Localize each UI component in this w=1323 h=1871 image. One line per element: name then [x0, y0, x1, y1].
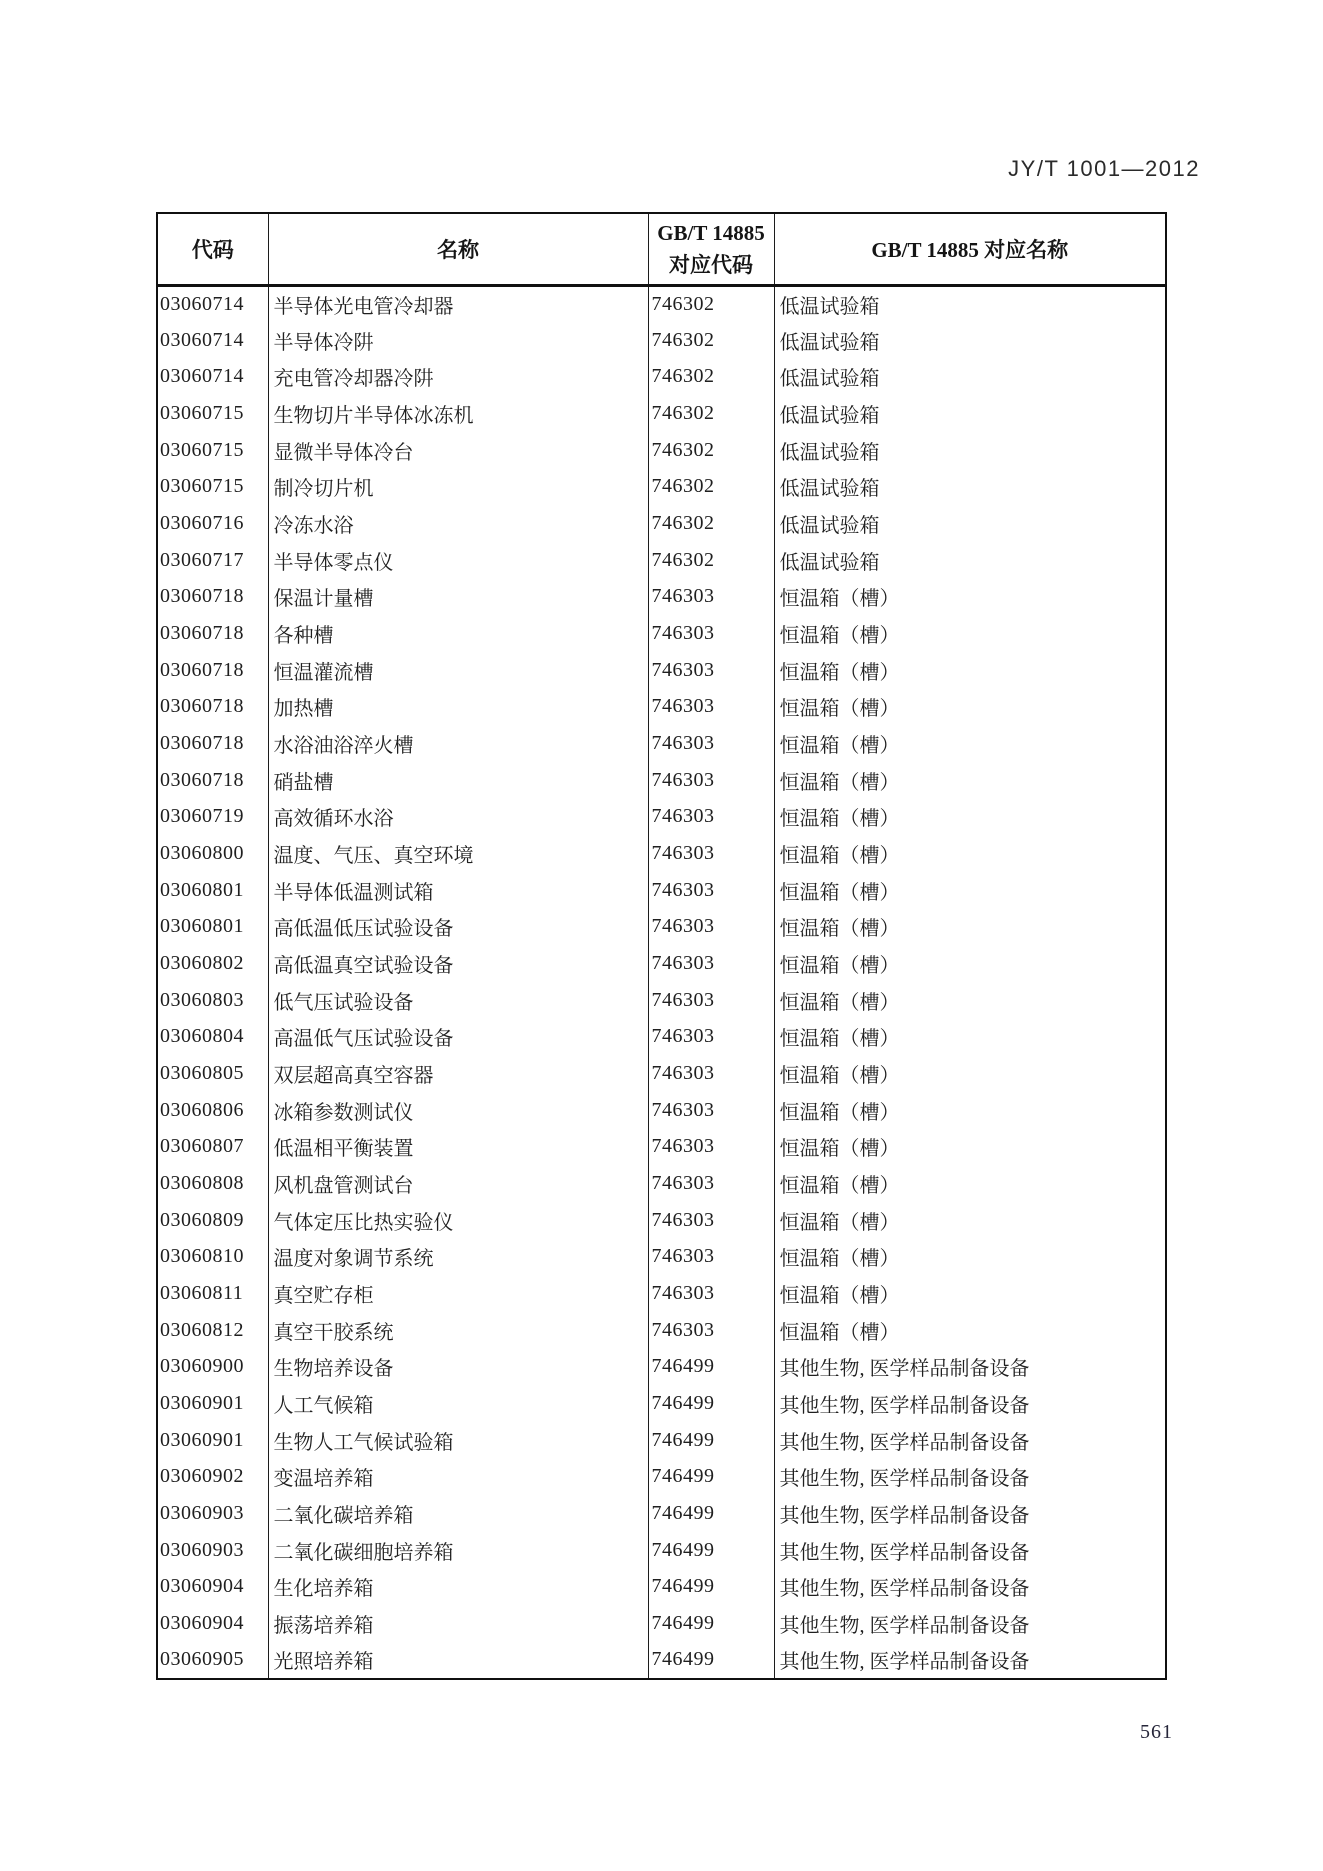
cell-gbt-code: 746499	[648, 1348, 774, 1385]
cell-gbt-name: 低温试验箱	[774, 432, 1166, 469]
cell-gbt-code: 746303	[648, 1055, 774, 1092]
cell-gbt-code: 746303	[648, 908, 774, 945]
cell-gbt-code: 746303	[648, 1018, 774, 1055]
cell-gbt-code: 746303	[648, 835, 774, 872]
cell-name: 制冷切片机	[268, 468, 648, 505]
cell-gbt-code: 746303	[648, 945, 774, 982]
cell-code: 03060714	[157, 358, 268, 395]
cell-name: 真空干胶系统	[268, 1312, 648, 1349]
cell-gbt-code: 746303	[648, 652, 774, 689]
cell-code: 03060810	[157, 1238, 268, 1275]
cell-name: 温度、气压、真空环境	[268, 835, 648, 872]
cell-name: 各种槽	[268, 615, 648, 652]
cell-gbt-name: 恒温箱（槽）	[774, 1165, 1166, 1202]
cell-gbt-code: 746303	[648, 1165, 774, 1202]
table-row	[157, 432, 1166, 469]
cell-name: 二氧化碳培养箱	[268, 1495, 648, 1532]
cell-name: 生化培养箱	[268, 1569, 648, 1606]
cell-gbt-name: 低温试验箱	[774, 285, 1166, 322]
cell-name: 人工气候箱	[268, 1385, 648, 1422]
cell-gbt-name: 恒温箱（槽）	[774, 982, 1166, 1019]
table-row	[157, 945, 1166, 982]
table-row	[157, 1018, 1166, 1055]
cell-code: 03060806	[157, 1092, 268, 1129]
cell-name: 高低温真空试验设备	[268, 945, 648, 982]
table-row	[157, 1385, 1166, 1422]
table-header-row	[157, 213, 1166, 285]
cell-code: 03060718	[157, 578, 268, 615]
cell-name: 双层超高真空容器	[268, 1055, 648, 1092]
table-row	[157, 652, 1166, 689]
cell-gbt-name: 恒温箱（槽）	[774, 1202, 1166, 1239]
cell-code: 03060811	[157, 1275, 268, 1312]
table-row	[157, 505, 1166, 542]
table-row	[157, 1532, 1166, 1569]
cell-code: 03060805	[157, 1055, 268, 1092]
cell-code: 03060718	[157, 615, 268, 652]
cell-gbt-name: 其他生物, 医学样品制备设备	[774, 1642, 1166, 1679]
cell-code: 03060808	[157, 1165, 268, 1202]
cell-gbt-code: 746499	[648, 1422, 774, 1459]
cell-gbt-name: 恒温箱（槽）	[774, 652, 1166, 689]
cell-code: 03060715	[157, 395, 268, 432]
cell-gbt-code: 746302	[648, 432, 774, 469]
cell-code: 03060800	[157, 835, 268, 872]
table-row	[157, 1348, 1166, 1385]
cell-gbt-name: 恒温箱（槽）	[774, 1275, 1166, 1312]
cell-gbt-name: 恒温箱（槽）	[774, 1238, 1166, 1275]
cell-gbt-name: 恒温箱（槽）	[774, 615, 1166, 652]
cell-gbt-code: 746303	[648, 1092, 774, 1129]
table-row	[157, 615, 1166, 652]
cell-gbt-code: 746302	[648, 395, 774, 432]
cell-gbt-name: 恒温箱（槽）	[774, 945, 1166, 982]
cell-gbt-code: 746499	[648, 1495, 774, 1532]
table-row	[157, 1092, 1166, 1129]
cell-gbt-name: 恒温箱（槽）	[774, 908, 1166, 945]
table-row	[157, 1275, 1166, 1312]
cell-code: 03060714	[157, 322, 268, 359]
cell-name: 振荡培养箱	[268, 1605, 648, 1642]
cell-gbt-code: 746303	[648, 1238, 774, 1275]
cell-gbt-name: 恒温箱（槽）	[774, 1055, 1166, 1092]
table-row	[157, 1312, 1166, 1349]
cell-name: 光照培养箱	[268, 1642, 648, 1679]
cell-gbt-name: 其他生物, 医学样品制备设备	[774, 1422, 1166, 1459]
table-row	[157, 542, 1166, 579]
cell-code: 03060718	[157, 652, 268, 689]
cell-code: 03060718	[157, 688, 268, 725]
cell-gbt-code: 746303	[648, 578, 774, 615]
page-number: 561	[1140, 1721, 1173, 1743]
table-row	[157, 1165, 1166, 1202]
cell-name: 冰箱参数测试仪	[268, 1092, 648, 1129]
cell-code: 03060809	[157, 1202, 268, 1239]
cell-code: 03060719	[157, 798, 268, 835]
table-row	[157, 395, 1166, 432]
equipment-code-table	[156, 212, 1167, 1680]
cell-gbt-name: 低温试验箱	[774, 505, 1166, 542]
cell-gbt-name: 恒温箱（槽）	[774, 1128, 1166, 1165]
cell-name: 温度对象调节系统	[268, 1238, 648, 1275]
cell-gbt-name: 低温试验箱	[774, 395, 1166, 432]
cell-name: 冷冻水浴	[268, 505, 648, 542]
cell-gbt-code: 746303	[648, 615, 774, 652]
cell-gbt-code: 746303	[648, 1312, 774, 1349]
cell-code: 03060905	[157, 1642, 268, 1679]
cell-name: 加热槽	[268, 688, 648, 725]
table-row	[157, 688, 1166, 725]
table-row	[157, 1605, 1166, 1642]
header-gbt-code-line2: 对应代码	[669, 252, 753, 277]
cell-gbt-code: 746499	[648, 1569, 774, 1606]
cell-code: 03060718	[157, 725, 268, 762]
cell-gbt-code: 746302	[648, 505, 774, 542]
table-row	[157, 872, 1166, 909]
cell-gbt-code: 746303	[648, 1275, 774, 1312]
table-row	[157, 1202, 1166, 1239]
cell-code: 03060718	[157, 762, 268, 799]
header-name: 名称	[268, 213, 648, 285]
cell-gbt-name: 恒温箱（槽）	[774, 688, 1166, 725]
cell-name: 风机盘管测试台	[268, 1165, 648, 1202]
table-row	[157, 1238, 1166, 1275]
table-row	[157, 835, 1166, 872]
cell-name: 半导体冷阱	[268, 322, 648, 359]
cell-code: 03060801	[157, 872, 268, 909]
cell-gbt-name: 恒温箱（槽）	[774, 872, 1166, 909]
cell-name: 变温培养箱	[268, 1459, 648, 1496]
table-row	[157, 1128, 1166, 1165]
header-code: 代码	[157, 213, 268, 285]
cell-gbt-name: 恒温箱（槽）	[774, 835, 1166, 872]
table-row	[157, 982, 1166, 1019]
cell-gbt-code: 746302	[648, 358, 774, 395]
cell-gbt-name: 其他生物, 医学样品制备设备	[774, 1348, 1166, 1385]
cell-code: 03060802	[157, 945, 268, 982]
cell-name: 高效循环水浴	[268, 798, 648, 835]
header-gbt-code	[648, 213, 774, 285]
cell-gbt-name: 低温试验箱	[774, 468, 1166, 505]
cell-code: 03060812	[157, 1312, 268, 1349]
table-row	[157, 358, 1166, 395]
table-row	[157, 725, 1166, 762]
cell-gbt-code: 746303	[648, 725, 774, 762]
table-row	[157, 322, 1166, 359]
table-row	[157, 1495, 1166, 1532]
cell-code: 03060901	[157, 1385, 268, 1422]
cell-name: 半导体低温测试箱	[268, 872, 648, 909]
cell-gbt-code: 746302	[648, 468, 774, 505]
cell-gbt-name: 其他生物, 医学样品制备设备	[774, 1532, 1166, 1569]
table-row	[157, 1459, 1166, 1496]
cell-gbt-name: 恒温箱（槽）	[774, 1092, 1166, 1129]
cell-code: 03060902	[157, 1459, 268, 1496]
cell-gbt-name: 其他生物, 医学样品制备设备	[774, 1605, 1166, 1642]
table-row	[157, 762, 1166, 799]
cell-gbt-name: 其他生物, 医学样品制备设备	[774, 1459, 1166, 1496]
cell-name: 水浴油浴淬火槽	[268, 725, 648, 762]
cell-name: 生物人工气候试验箱	[268, 1422, 648, 1459]
cell-gbt-code: 746303	[648, 1202, 774, 1239]
cell-gbt-name: 低温试验箱	[774, 322, 1166, 359]
cell-code: 03060715	[157, 432, 268, 469]
table-row	[157, 1569, 1166, 1606]
cell-gbt-name: 其他生物, 医学样品制备设备	[774, 1495, 1166, 1532]
cell-gbt-code: 746303	[648, 762, 774, 799]
cell-gbt-name: 低温试验箱	[774, 358, 1166, 395]
cell-gbt-name: 其他生物, 医学样品制备设备	[774, 1385, 1166, 1422]
cell-code: 03060903	[157, 1495, 268, 1532]
cell-code: 03060807	[157, 1128, 268, 1165]
cell-gbt-name: 恒温箱（槽）	[774, 1312, 1166, 1349]
cell-name: 充电管冷却器冷阱	[268, 358, 648, 395]
table-row	[157, 798, 1166, 835]
cell-name: 高低温低压试验设备	[268, 908, 648, 945]
table-row	[157, 908, 1166, 945]
cell-code: 03060714	[157, 285, 268, 322]
cell-name: 生物切片半导体冰冻机	[268, 395, 648, 432]
cell-code: 03060803	[157, 982, 268, 1019]
table-row	[157, 578, 1166, 615]
cell-name: 半导体零点仪	[268, 542, 648, 579]
cell-code: 03060901	[157, 1422, 268, 1459]
cell-code: 03060715	[157, 468, 268, 505]
cell-gbt-code: 746303	[648, 982, 774, 1019]
cell-code: 03060804	[157, 1018, 268, 1055]
cell-gbt-code: 746303	[648, 688, 774, 725]
cell-name: 低气压试验设备	[268, 982, 648, 1019]
cell-gbt-code: 746302	[648, 542, 774, 579]
cell-gbt-name: 恒温箱（槽）	[774, 762, 1166, 799]
cell-name: 高温低气压试验设备	[268, 1018, 648, 1055]
cell-name: 半导体光电管冷却器	[268, 285, 648, 322]
cell-gbt-code: 746499	[648, 1532, 774, 1569]
cell-gbt-name: 低温试验箱	[774, 542, 1166, 579]
cell-gbt-code: 746302	[648, 322, 774, 359]
cell-gbt-name: 恒温箱（槽）	[774, 578, 1166, 615]
cell-gbt-code: 746499	[648, 1642, 774, 1679]
cell-code: 03060903	[157, 1532, 268, 1569]
cell-gbt-name: 恒温箱（槽）	[774, 798, 1166, 835]
cell-name: 显微半导体冷台	[268, 432, 648, 469]
header-gbt-name: GB/T 14885 对应名称	[774, 213, 1166, 285]
cell-gbt-code: 746499	[648, 1605, 774, 1642]
cell-gbt-code: 746499	[648, 1385, 774, 1422]
cell-gbt-name: 其他生物, 医学样品制备设备	[774, 1569, 1166, 1606]
standard-number: JY/T 1001—2012	[1008, 156, 1200, 181]
cell-name: 低温相平衡装置	[268, 1128, 648, 1165]
table-row	[157, 468, 1166, 505]
cell-gbt-code: 746302	[648, 285, 774, 322]
table-row	[157, 1055, 1166, 1092]
cell-name: 生物培养设备	[268, 1348, 648, 1385]
cell-code: 03060904	[157, 1605, 268, 1642]
cell-name: 硝盐槽	[268, 762, 648, 799]
cell-gbt-code: 746303	[648, 1128, 774, 1165]
table-row	[157, 1422, 1166, 1459]
cell-gbt-code: 746499	[648, 1459, 774, 1496]
cell-gbt-name: 恒温箱（槽）	[774, 725, 1166, 762]
cell-gbt-code: 746303	[648, 872, 774, 909]
cell-code: 03060904	[157, 1569, 268, 1606]
table-row	[157, 1642, 1166, 1679]
cell-name: 二氧化碳细胞培养箱	[268, 1532, 648, 1569]
cell-gbt-name: 恒温箱（槽）	[774, 1018, 1166, 1055]
header-gbt-code-line1: GB/T 14885	[657, 220, 765, 245]
cell-code: 03060900	[157, 1348, 268, 1385]
cell-code: 03060716	[157, 505, 268, 542]
cell-code: 03060717	[157, 542, 268, 579]
table-row	[157, 285, 1166, 322]
cell-name: 真空贮存柜	[268, 1275, 648, 1312]
cell-name: 气体定压比热实验仪	[268, 1202, 648, 1239]
cell-name: 保温计量槽	[268, 578, 648, 615]
cell-code: 03060801	[157, 908, 268, 945]
cell-gbt-code: 746303	[648, 798, 774, 835]
cell-name: 恒温灌流槽	[268, 652, 648, 689]
